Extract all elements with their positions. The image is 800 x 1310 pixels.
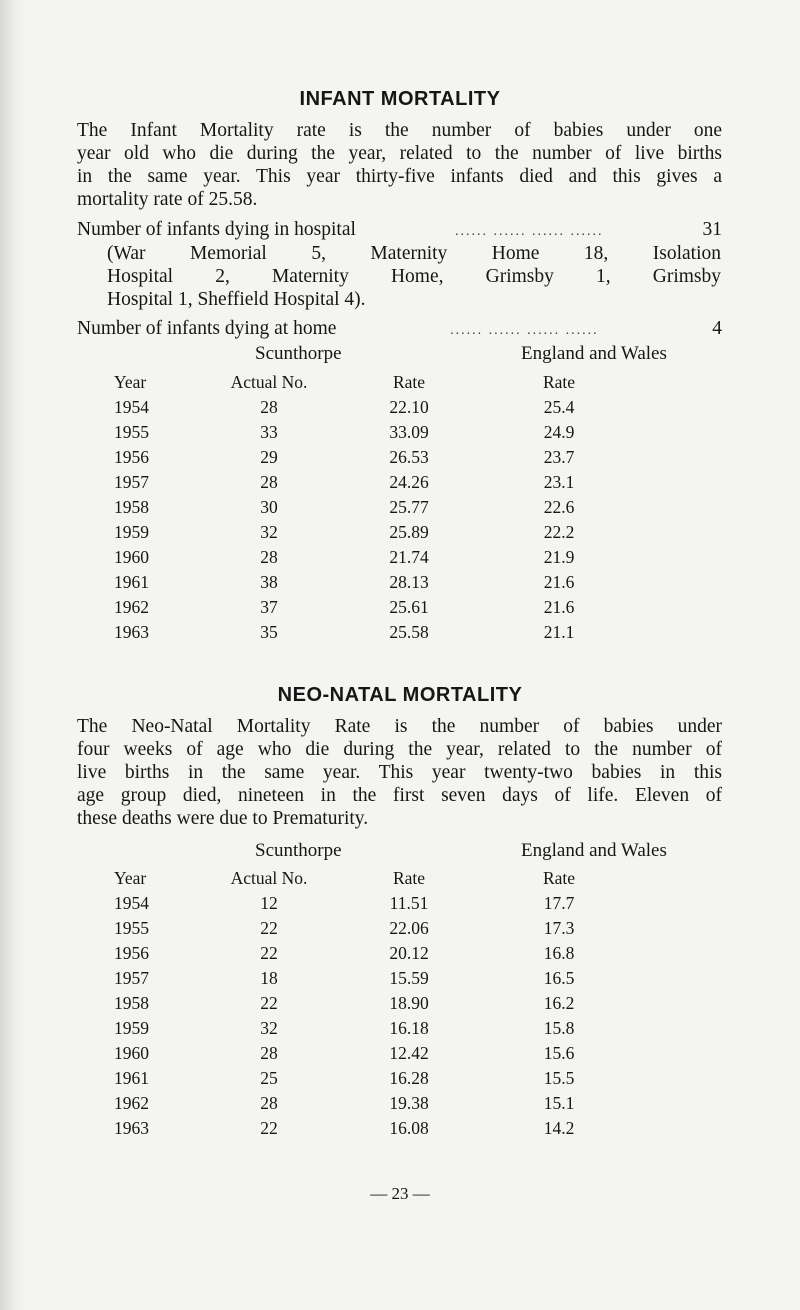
cell-rate: 25.58 bbox=[389, 622, 429, 642]
cell-actual-no: 29 bbox=[260, 447, 278, 467]
table-row bbox=[114, 991, 644, 1016]
cell-actual-no: 28 bbox=[260, 1093, 278, 1113]
cell-year: 1955 bbox=[114, 422, 149, 442]
cell-actual-no: 28 bbox=[260, 397, 278, 417]
detail-line: Hospital 1, Sheffield Hospital 4). bbox=[107, 289, 366, 310]
table-row bbox=[114, 1016, 644, 1041]
cell-year: 1962 bbox=[114, 1093, 149, 1113]
cell-actual-no: 22 bbox=[260, 918, 278, 938]
table-row bbox=[114, 1091, 644, 1116]
cell-ew-rate: 15.6 bbox=[543, 1043, 575, 1063]
cell-actual-no: 22 bbox=[260, 993, 278, 1013]
cell-actual-no: 32 bbox=[260, 522, 278, 542]
home-deaths-line bbox=[77, 317, 722, 342]
cell-ew-rate: 22.2 bbox=[543, 522, 575, 542]
cell-ew-rate: 17.3 bbox=[543, 918, 575, 938]
paragraph-line: mortality rate of 25.58. bbox=[77, 189, 258, 210]
cell-rate: 25.89 bbox=[389, 522, 429, 542]
cell-rate: 19.38 bbox=[389, 1093, 429, 1113]
hospital-detail bbox=[107, 242, 721, 311]
hospital-deaths-line bbox=[77, 218, 722, 243]
table-row bbox=[114, 570, 644, 595]
cell-year: 1957 bbox=[114, 472, 149, 492]
table-row bbox=[114, 595, 644, 620]
cell-year: 1955 bbox=[114, 918, 149, 938]
col-rate: Rate bbox=[392, 868, 426, 888]
col-actual-no: Actual No. bbox=[230, 372, 308, 392]
table-row bbox=[114, 395, 644, 420]
hospital-deaths-value: 31 bbox=[702, 219, 722, 240]
table-row bbox=[114, 941, 644, 966]
cell-year: 1963 bbox=[114, 622, 149, 642]
cell-actual-no: 37 bbox=[260, 597, 278, 617]
cell-actual-no: 22 bbox=[260, 1118, 278, 1138]
cell-year: 1961 bbox=[114, 572, 149, 592]
table-row bbox=[114, 891, 644, 916]
cell-year: 1958 bbox=[114, 993, 149, 1013]
group-header-scunthorpe: Scunthorpe bbox=[255, 840, 342, 861]
cell-rate: 22.06 bbox=[389, 918, 429, 938]
cell-rate: 25.77 bbox=[389, 497, 429, 517]
table-row bbox=[114, 916, 644, 941]
cell-actual-no: 28 bbox=[260, 472, 278, 492]
col-year: Year bbox=[114, 372, 147, 392]
leader-dots: ...... ...... ...... ...... bbox=[454, 224, 604, 239]
cell-year: 1954 bbox=[114, 397, 149, 417]
cell-ew-rate: 23.1 bbox=[543, 472, 575, 492]
cell-year: 1959 bbox=[114, 522, 149, 542]
table-header-row bbox=[114, 866, 644, 891]
paragraph-line: in the same year. This year thirty-five infants died and this gives a bbox=[77, 166, 722, 187]
infant-mortality-table bbox=[114, 370, 644, 645]
cell-rate: 22.10 bbox=[389, 397, 429, 417]
table-row bbox=[114, 545, 644, 570]
cell-actual-no: 38 bbox=[260, 572, 278, 592]
cell-year: 1962 bbox=[114, 597, 149, 617]
table-row bbox=[114, 966, 644, 991]
paragraph-line: age group died, nineteen in the first seven days of life. Eleven of bbox=[77, 785, 722, 806]
cell-ew-rate: 21.6 bbox=[543, 597, 575, 617]
cell-ew-rate: 23.7 bbox=[543, 447, 575, 467]
detail-line: (War Memorial 5, Maternity Home 18, Isolation bbox=[107, 243, 721, 264]
cell-actual-no: 28 bbox=[260, 1043, 278, 1063]
group-header-scunthorpe: Scunthorpe bbox=[255, 343, 342, 364]
group-header-england-wales: England and Wales bbox=[521, 840, 667, 861]
table-row bbox=[114, 445, 644, 470]
cell-year: 1961 bbox=[114, 1068, 149, 1088]
table-row bbox=[114, 620, 644, 645]
cell-rate: 12.42 bbox=[389, 1043, 429, 1063]
cell-year: 1956 bbox=[114, 943, 149, 963]
cell-year: 1957 bbox=[114, 968, 149, 988]
cell-ew-rate: 16.2 bbox=[543, 993, 575, 1013]
detail-line: Hospital 2, Maternity Home, Grimsby 1, Grimsby bbox=[107, 266, 721, 287]
cell-rate: 24.26 bbox=[389, 472, 429, 492]
cell-year: 1960 bbox=[114, 547, 149, 567]
cell-ew-rate: 15.5 bbox=[543, 1068, 575, 1088]
cell-actual-no: 28 bbox=[260, 547, 278, 567]
home-deaths-value: 4 bbox=[712, 318, 722, 339]
col-ew-rate: Rate bbox=[542, 868, 576, 888]
paragraph-line: year old who die during the year, related to the number of live births bbox=[77, 143, 722, 164]
cell-ew-rate: 21.9 bbox=[543, 547, 575, 567]
cell-year: 1963 bbox=[114, 1118, 149, 1138]
cell-ew-rate: 16.5 bbox=[543, 968, 575, 988]
col-year: Year bbox=[114, 868, 147, 888]
cell-ew-rate: 16.8 bbox=[543, 943, 575, 963]
cell-ew-rate: 24.9 bbox=[543, 422, 575, 442]
cell-rate: 20.12 bbox=[389, 943, 429, 963]
col-actual-no: Actual No. bbox=[230, 868, 308, 888]
cell-ew-rate: 25.4 bbox=[543, 397, 575, 417]
cell-year: 1956 bbox=[114, 447, 149, 467]
neonatal-mortality-heading: NEO-NATAL MORTALITY bbox=[277, 684, 523, 706]
table-header-row bbox=[114, 370, 644, 395]
neonatal-intro-paragraph bbox=[77, 715, 722, 830]
cell-actual-no: 30 bbox=[260, 497, 278, 517]
cell-ew-rate: 21.6 bbox=[543, 572, 575, 592]
table-row bbox=[114, 1066, 644, 1091]
table-row bbox=[114, 1041, 644, 1066]
infant-mortality-heading: INFANT MORTALITY bbox=[299, 88, 501, 110]
table-row bbox=[114, 470, 644, 495]
paragraph-line: four weeks of age who die during the year, related to the number of bbox=[77, 739, 722, 760]
cell-actual-no: 25 bbox=[260, 1068, 278, 1088]
paragraph-line: The Infant Mortality rate is the number of babies under one bbox=[77, 120, 722, 141]
cell-year: 1960 bbox=[114, 1043, 149, 1063]
cell-year: 1958 bbox=[114, 497, 149, 517]
cell-year: 1959 bbox=[114, 1018, 149, 1038]
cell-rate: 15.59 bbox=[389, 968, 429, 988]
cell-ew-rate: 22.6 bbox=[543, 497, 575, 517]
table-row bbox=[114, 495, 644, 520]
cell-ew-rate: 15.1 bbox=[543, 1093, 575, 1113]
cell-rate: 11.51 bbox=[389, 893, 429, 913]
paragraph-line: The Neo-Natal Mortality Rate is the number of babies under bbox=[77, 716, 722, 737]
home-deaths-label: Number of infants dying at home bbox=[77, 318, 337, 339]
cell-rate: 28.13 bbox=[389, 572, 429, 592]
table-row bbox=[114, 420, 644, 445]
cell-rate: 18.90 bbox=[389, 993, 429, 1013]
cell-actual-no: 32 bbox=[260, 1018, 278, 1038]
paragraph-line: live births in the same year. This year twenty-two babies in this bbox=[77, 762, 722, 783]
page-number: — 23 — bbox=[370, 1184, 430, 1203]
cell-rate: 26.53 bbox=[389, 447, 429, 467]
cell-rate: 16.18 bbox=[389, 1018, 429, 1038]
cell-ew-rate: 17.7 bbox=[543, 893, 575, 913]
cell-rate: 33.09 bbox=[389, 422, 429, 442]
cell-rate: 21.74 bbox=[389, 547, 429, 567]
table-row bbox=[114, 520, 644, 545]
neonatal-mortality-table bbox=[114, 866, 644, 1141]
cell-rate: 25.61 bbox=[389, 597, 429, 617]
cell-actual-no: 33 bbox=[260, 422, 278, 442]
group-header-england-wales: England and Wales bbox=[521, 343, 667, 364]
cell-ew-rate: 15.8 bbox=[543, 1018, 575, 1038]
cell-rate: 16.28 bbox=[389, 1068, 429, 1088]
col-ew-rate: Rate bbox=[542, 372, 576, 392]
cell-actual-no: 18 bbox=[260, 968, 278, 988]
cell-year: 1954 bbox=[114, 893, 149, 913]
leader-dots: ...... ...... ...... ...... bbox=[450, 323, 599, 338]
cell-actual-no: 35 bbox=[260, 622, 278, 642]
col-rate: Rate bbox=[392, 372, 426, 392]
cell-ew-rate: 21.1 bbox=[543, 622, 575, 642]
cell-actual-no: 22 bbox=[260, 943, 278, 963]
table-row bbox=[114, 1116, 644, 1141]
cell-ew-rate: 14.2 bbox=[543, 1118, 575, 1138]
infant-intro-paragraph bbox=[77, 119, 722, 211]
paragraph-line: these deaths were due to Prematurity. bbox=[77, 808, 369, 829]
scan-edge-shadow bbox=[0, 0, 26, 1310]
cell-rate: 16.08 bbox=[389, 1118, 429, 1138]
cell-actual-no: 12 bbox=[260, 893, 278, 913]
hospital-deaths-label: Number of infants dying in hospital bbox=[77, 219, 356, 240]
